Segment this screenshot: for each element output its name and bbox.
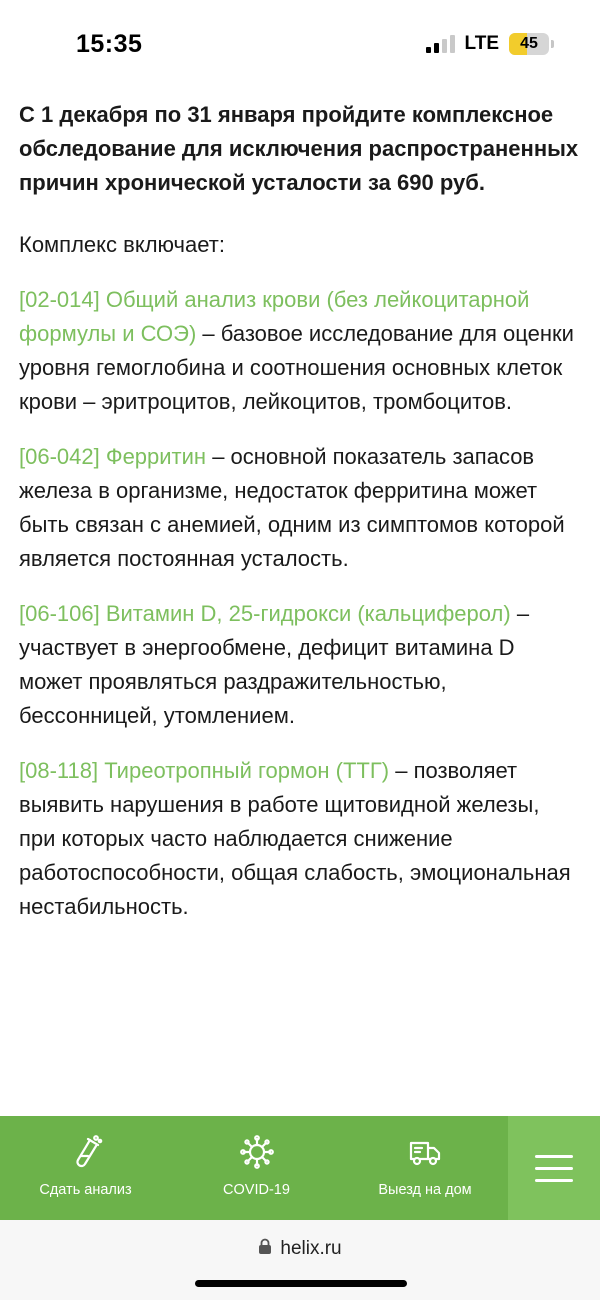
test-link-02-014[interactable]: [02-014] Общий анализ крови (без лейкоцитарной формулы и СОЭ): [19, 287, 530, 346]
delivery-truck-icon: [407, 1134, 443, 1170]
cellular-signal-icon: [426, 35, 455, 53]
status-bar: [0, 0, 600, 90]
test-tube-icon: [68, 1134, 104, 1170]
network-type: LTE: [464, 33, 499, 54]
nav-item-home-visit[interactable]: [342, 1116, 508, 1220]
nav-item-covid[interactable]: [171, 1116, 342, 1220]
item-separator: –: [206, 444, 231, 469]
test-link-06-042[interactable]: [06-042] Ферритин: [19, 444, 207, 469]
test-link-06-106[interactable]: [06-106] Витамин D, 25-гидрокси (кальциферол): [19, 601, 511, 626]
menu-button[interactable]: [508, 1116, 600, 1220]
article-headline: С 1 декабря по 31 января пройдите комплексное обследование для исключения распространенных причин хронической усталости за 690 руб.: [19, 102, 579, 195]
browser-address-bar: [0, 1220, 600, 1300]
item-description: основной показатель запасов железа в организме, недостаток ферритина может быть связан с анемией, одним из симптомов которой является постоянная усталость.: [19, 444, 565, 571]
item-description: позволяет выявить нарушения в работе щитовидной железы, при которых часто наблюдается снижение работоспособности, общая слабость, эмоциональная нестабильность.: [19, 758, 571, 919]
list-item: [19, 597, 579, 733]
item-separator: –: [510, 601, 530, 626]
battery-percent: 45: [520, 35, 538, 52]
nav-item-submit-test[interactable]: [0, 1116, 171, 1220]
item-description: участвует в энергообмене, дефицит витамина D может проявляться раздражительностью, бессонницей, утомлением.: [19, 635, 515, 728]
virus-icon: [239, 1134, 275, 1170]
home-indicator[interactable]: [195, 1280, 407, 1287]
item-separator: –: [389, 758, 414, 783]
bottom-nav: [0, 1116, 600, 1220]
status-indicators: [426, 33, 554, 55]
hamburger-menu-icon: [535, 1155, 573, 1182]
url-field[interactable]: [0, 1238, 600, 1260]
list-item: [19, 440, 579, 576]
lock-icon: [258, 1238, 272, 1260]
nav-label-home-visit: Выезд на дом: [378, 1182, 472, 1198]
article-intro: Комплекс включает:: [19, 232, 225, 257]
item-description: базовое исследование для оценки уровня гемоглобина и соотношения основных клеток крови – эритроцитов, лейкоцитов, тромбоцитов.: [19, 321, 574, 414]
status-time: 15:35: [76, 30, 143, 58]
nav-label-covid: COVID-19: [223, 1182, 290, 1198]
list-item: [19, 754, 579, 924]
test-link-08-118[interactable]: [08-118] Тиреотропный гормон (ТТГ): [19, 758, 390, 783]
battery-icon: [509, 33, 554, 55]
item-separator: –: [196, 321, 221, 346]
list-item: [19, 283, 579, 419]
article-content: [19, 98, 579, 1116]
nav-label-submit-test: Сдать анализ: [39, 1182, 132, 1198]
url-text: helix.ru: [280, 1238, 342, 1259]
